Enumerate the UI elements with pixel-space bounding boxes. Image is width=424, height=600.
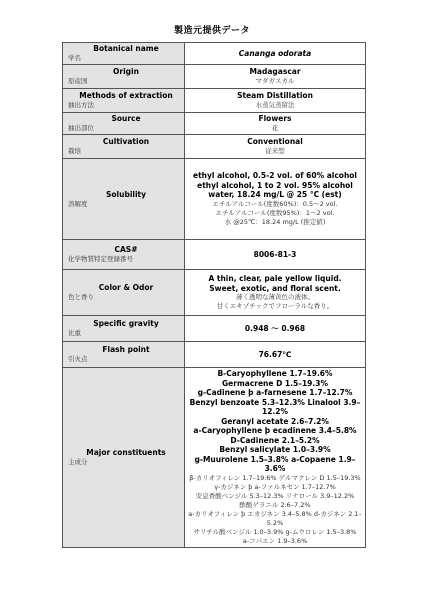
label-en: Origin: [113, 67, 139, 76]
row-solubility: [63, 159, 366, 240]
value-jp-line: β-カリオフィレン 1.7–19.6% ゲルマクレン D 1.5–19.3%: [189, 473, 361, 482]
value-en-line: ethyl alcohol, 1 to 2 vol. 95% alcohol: [197, 180, 353, 190]
label-jp: 栽培: [68, 147, 81, 155]
value-cell: [185, 240, 366, 270]
label-cell: [63, 368, 185, 548]
row-botanical-name: [63, 43, 366, 65]
label-cell: [63, 240, 185, 270]
value-en-line: Steam Distillation: [237, 91, 313, 101]
label-jp: 溶解度: [68, 199, 88, 208]
value-jp-line: a-コパエン 1.9–3.6%: [242, 536, 308, 545]
row-specific-gravity: [63, 316, 366, 342]
value-jp-line: γ-カジネン þ a-ファルネセン 1.7–12.7%: [214, 482, 336, 491]
row-color-odor: [63, 270, 366, 316]
label-en: Specific gravity: [93, 319, 159, 328]
value-jp-line: 花: [271, 123, 279, 132]
label-jp: 引火点: [68, 355, 88, 363]
value-cell: [185, 89, 366, 113]
value-en-line: Germacrene D 1.5–19.3%: [222, 378, 328, 388]
spec-table: [62, 42, 366, 548]
label-cell: [63, 159, 185, 240]
label-jp: 主成分: [68, 458, 88, 466]
label-en: Source: [111, 114, 141, 123]
label-en: Major constituents: [86, 448, 166, 457]
page-title: 製造元提供データ: [173, 26, 250, 36]
value-en-line: B-Caryophyllene 1.7–19.6%: [217, 369, 333, 379]
label-en: Methods of extraction: [79, 91, 173, 100]
label-jp: 抽出方法: [68, 101, 94, 109]
value-en-line: 0.948 〜 0.968: [244, 323, 306, 333]
value-en-line: Conventional: [247, 137, 303, 147]
row-cas-number: [63, 240, 366, 270]
value-jp-line: 酢酸ゲラニル 2.6–7.2%: [239, 500, 311, 509]
row-methods-of-extraction: [63, 89, 366, 113]
value-cell: [185, 270, 366, 316]
row-major-constituents: [63, 368, 366, 548]
label-cell: [63, 65, 185, 89]
value-jp-line: 従来型: [265, 146, 285, 155]
value-jp-line: サリチル酸ベンジル 1.0–3.9% g-ムウロレン 1.5–3.8%: [193, 527, 357, 536]
value-en-line: A thin, clear, pale yellow liquid.: [208, 274, 342, 283]
label-en: CAS#: [114, 245, 138, 254]
label-cell: [63, 135, 185, 159]
value-cell: [185, 113, 366, 135]
label-cell: [63, 342, 185, 368]
value-en-line: g-Muurolene 1.5–3.8% a-Copaene 1.9–3.6%: [194, 454, 356, 474]
value-cell: [185, 43, 366, 65]
value-cell: [185, 316, 366, 342]
label-cell: [63, 113, 185, 135]
value-en-line: Flowers: [258, 114, 292, 124]
row-origin: [63, 65, 366, 89]
value-jp-line: 水蒸気蒸留法: [255, 100, 295, 109]
value-en-line: water, 18.24 mg/L @ 25 °C (est): [208, 190, 342, 200]
value-en-line: a-Caryophyllene þ ecadinene 3.4–5.8%: [193, 426, 357, 436]
value-jp-line: 薄く透明な薄黄色の液体。: [236, 293, 314, 301]
value-en-line: 76.67℃: [258, 349, 292, 359]
value-jp-line: エチルアルコール(度数60%)：0.5〜2 vol.: [212, 199, 338, 208]
value-en-line: D-Cadinene 2.1–5.2%: [230, 435, 320, 445]
label-jp: 学名: [68, 54, 81, 62]
value-en-line: Cananga odorata: [238, 48, 312, 58]
label-cell: [63, 43, 185, 65]
value-en-line: Benzyl benzoate 5.3–12.3% Linalool 3.9–12.2%: [189, 397, 361, 417]
value-jp-line: エチルアルコール(度数95%)：1〜2 vol.: [215, 208, 335, 217]
label-en: Flash point: [102, 345, 150, 354]
row-cultivation: [63, 135, 366, 159]
label-jp: 比重: [68, 329, 81, 337]
label-jp: 化学物質特定登録番号: [68, 255, 133, 263]
label-jp: 色と香り: [68, 293, 94, 301]
label-jp: 抽出部位: [68, 124, 94, 132]
value-en-line: Madagascar: [249, 67, 301, 77]
label-en: Solubility: [105, 189, 147, 199]
row-source: [63, 113, 366, 135]
label-en: Cultivation: [102, 137, 150, 146]
label-jp: 原産国: [68, 77, 88, 85]
label-cell: [63, 270, 185, 316]
label-cell: [63, 316, 185, 342]
label-en: Color & Odor: [98, 283, 154, 292]
value-en-line: Geranyl acetate 2.6–7.2%: [221, 416, 329, 426]
value-en-line: g-Cadinene þ a-farnesene 1.7–12.7%: [197, 388, 353, 398]
value-en-line: Sweet, exotic, and floral scent.: [209, 283, 341, 293]
value-cell: [185, 159, 366, 240]
value-en-line: 8006-81-3: [253, 249, 297, 259]
label-cell: [63, 89, 185, 113]
value-jp-line: マダガスカル: [255, 76, 295, 85]
value-cell: [185, 135, 366, 159]
value-en-line: ethyl alcohol, 0.5-2 vol. of 60% alcohol: [192, 171, 358, 181]
value-jp-line: a-カリオフィレン þ エカジネン 3.4–5.8% d-カジネン 2.1–5.2%: [188, 509, 362, 527]
value-cell: [185, 368, 366, 548]
value-jp-line: 安息香酸ベンジル 5.3–12.3% リナロール 3.9–12.2%: [195, 491, 355, 500]
label-en: Botanical name: [93, 44, 159, 53]
value-jp-line: 水 @25℃：18.24 mg/L (推定値): [224, 217, 326, 226]
value-cell: [185, 65, 366, 89]
row-flash-point: [63, 342, 366, 368]
value-jp-line: 甘くエキゾチックでフローラルな香り。: [216, 302, 334, 310]
value-en-line: Benzyl salicylate 1.0–3.9%: [219, 445, 331, 455]
value-cell: [185, 342, 366, 368]
